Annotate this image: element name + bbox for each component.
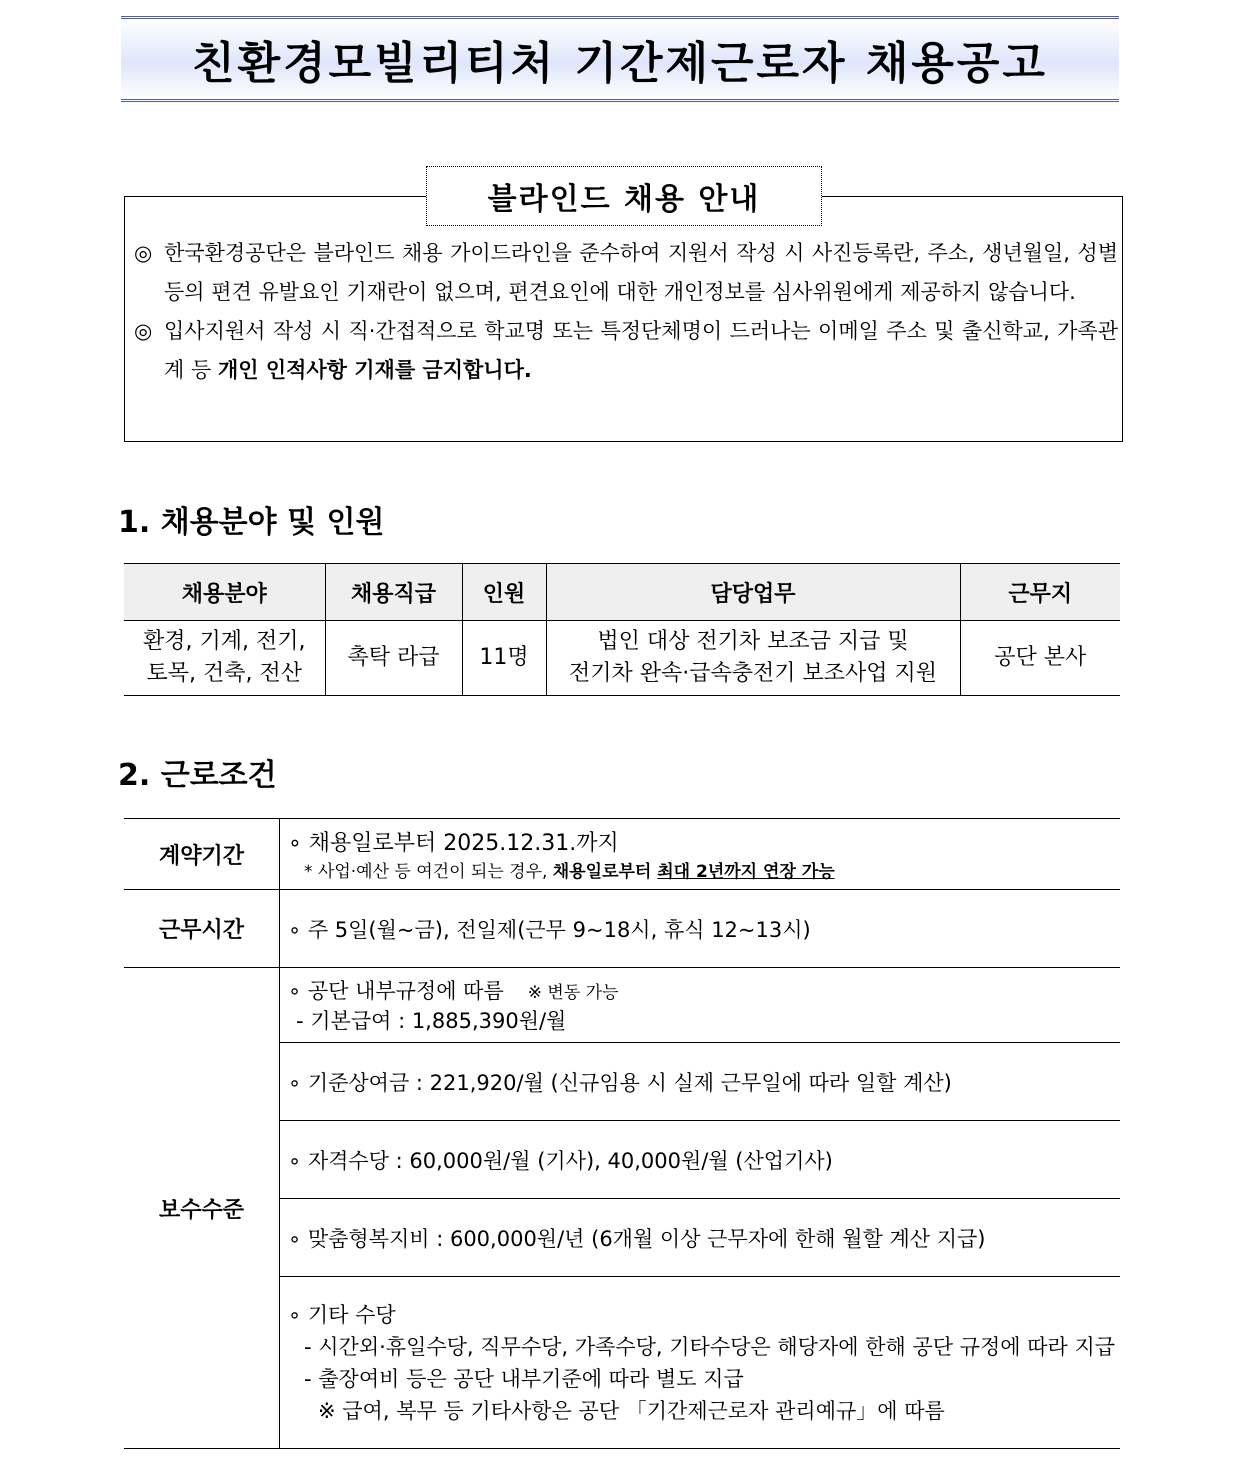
table-row bbox=[124, 890, 1120, 968]
table-row bbox=[124, 968, 1120, 1043]
contract-content bbox=[280, 819, 1121, 890]
table-row bbox=[124, 819, 1120, 890]
pay-other-content bbox=[280, 1277, 1121, 1449]
cell-count: 11명 bbox=[462, 621, 546, 696]
pay-license: ∘ 자격수당 : 60,000원/월 (기사), 40,000원/월 (산업기사) bbox=[280, 1121, 1121, 1199]
pay-other-3: ※ 급여, 복무 등 기타사항은 공단 「기간제근로자 관리예규」에 따름 bbox=[318, 1398, 945, 1423]
header-duty: 담당업무 bbox=[546, 564, 960, 621]
header-place: 근무지 bbox=[960, 564, 1120, 621]
bullet-mark: ◎ bbox=[134, 241, 153, 265]
field-line-1: 환경, 기계, 전기, bbox=[143, 629, 306, 654]
bullet-mark: ◎ bbox=[134, 319, 153, 343]
label-pay: 보수수준 bbox=[124, 968, 280, 1449]
section-1-heading: 1. 채용분야 및 인원 bbox=[118, 505, 385, 540]
header-grade: 채용직급 bbox=[325, 564, 462, 621]
header-count: 인원 bbox=[462, 564, 546, 621]
pay-rule: ∘ 공단 내부규정에 따름 bbox=[288, 979, 504, 1003]
contract-sub bbox=[288, 857, 1116, 882]
hours-content: ∘ 주 5일(월~금), 전일제(근무 9~18시, 휴식 12~13시) bbox=[280, 890, 1121, 968]
pay-other-title: ∘ 기타 수당 bbox=[288, 1302, 396, 1327]
section-2-heading: 2. 근로조건 bbox=[118, 758, 277, 793]
pay-other-1: - 시간외·휴일수당, 직무수당, 가족수당, 기타수당은 해당자에 한해 공단 규정에 따라 지급 bbox=[304, 1334, 1116, 1359]
cell-field bbox=[124, 621, 325, 696]
pay-other-2: - 출장여비 등은 공단 내부기준에 따라 별도 지급 bbox=[304, 1366, 744, 1391]
notice-body bbox=[134, 234, 1118, 390]
contract-sub-a: * 사업·예산 등 여건이 되는 경우, bbox=[304, 862, 553, 882]
pay-rule-content bbox=[280, 968, 1121, 1043]
label-contract: 계약기간 bbox=[124, 819, 280, 890]
duty-line-1: 법인 대상 전기차 보조금 지급 및 bbox=[597, 629, 909, 654]
pay-base: - 기본급여 : 1,885,390원/월 bbox=[296, 1009, 567, 1033]
duty-line-2: 전기차 완속·급속충전기 보조사업 지원 bbox=[568, 661, 937, 686]
notice-title: 블라인드 채용 안내 bbox=[426, 166, 822, 226]
pay-welfare: ∘ 맞춤형복지비 : 600,000원/년 (6개월 이상 근무자에 한해 월할 계산 지급) bbox=[280, 1199, 1121, 1277]
title-banner bbox=[121, 16, 1119, 102]
cell-grade: 촉탁 라급 bbox=[325, 621, 462, 696]
notice-text-2 bbox=[164, 312, 1118, 390]
contract-sub-c: 최대 2년까지 연장 가능 bbox=[657, 862, 835, 882]
table-row bbox=[124, 621, 1120, 696]
cell-duty bbox=[546, 621, 960, 696]
table-header-row bbox=[124, 564, 1120, 621]
notice-text-2a: 입사지원서 작성 시 직·간접적으로 학교명 또는 특정단체명이 드러나는 이메일 주소 및 출신학교, 가족관계 등 bbox=[164, 319, 1118, 382]
notice-text-2-emphasis: 개인 인적사항 기재를 금지합니다. bbox=[217, 358, 532, 382]
header-field: 채용분야 bbox=[124, 564, 325, 621]
contract-sub-b: 채용일로부터 bbox=[552, 862, 658, 882]
label-hours: 근무시간 bbox=[124, 890, 280, 968]
pay-bonus: ∘ 기준상여금 : 221,920/월 (신규임용 시 실제 근무일에 따라 일할 계산) bbox=[280, 1043, 1121, 1121]
cell-place: 공단 본사 bbox=[960, 621, 1120, 696]
contract-main: ∘ 채용일로부터 2025.12.31.까지 bbox=[288, 831, 619, 856]
conditions-table bbox=[124, 818, 1120, 1449]
notice-text-1: 한국환경공단은 블라인드 채용 가이드라인을 준수하여 지원서 작성 시 사진등록란, 주소, 생년월일, 성별 등의 편견 유발요인 기재란이 없으며, 편견요인에 대한 개인정보를 심사위원에게 제공하지 않습니다. bbox=[164, 241, 1118, 304]
pay-rule-note: ※ 변동 가능 bbox=[527, 983, 619, 1003]
notice-paragraph-1 bbox=[134, 234, 1118, 312]
recruitment-table bbox=[124, 563, 1120, 696]
pay-rule-line bbox=[288, 975, 1116, 1005]
notice-paragraph-2 bbox=[134, 312, 1118, 390]
page-title: 친환경모빌리티처 기간제근로자 채용공고 bbox=[192, 38, 1048, 89]
field-line-2: 토목, 건축, 전산 bbox=[146, 661, 302, 686]
